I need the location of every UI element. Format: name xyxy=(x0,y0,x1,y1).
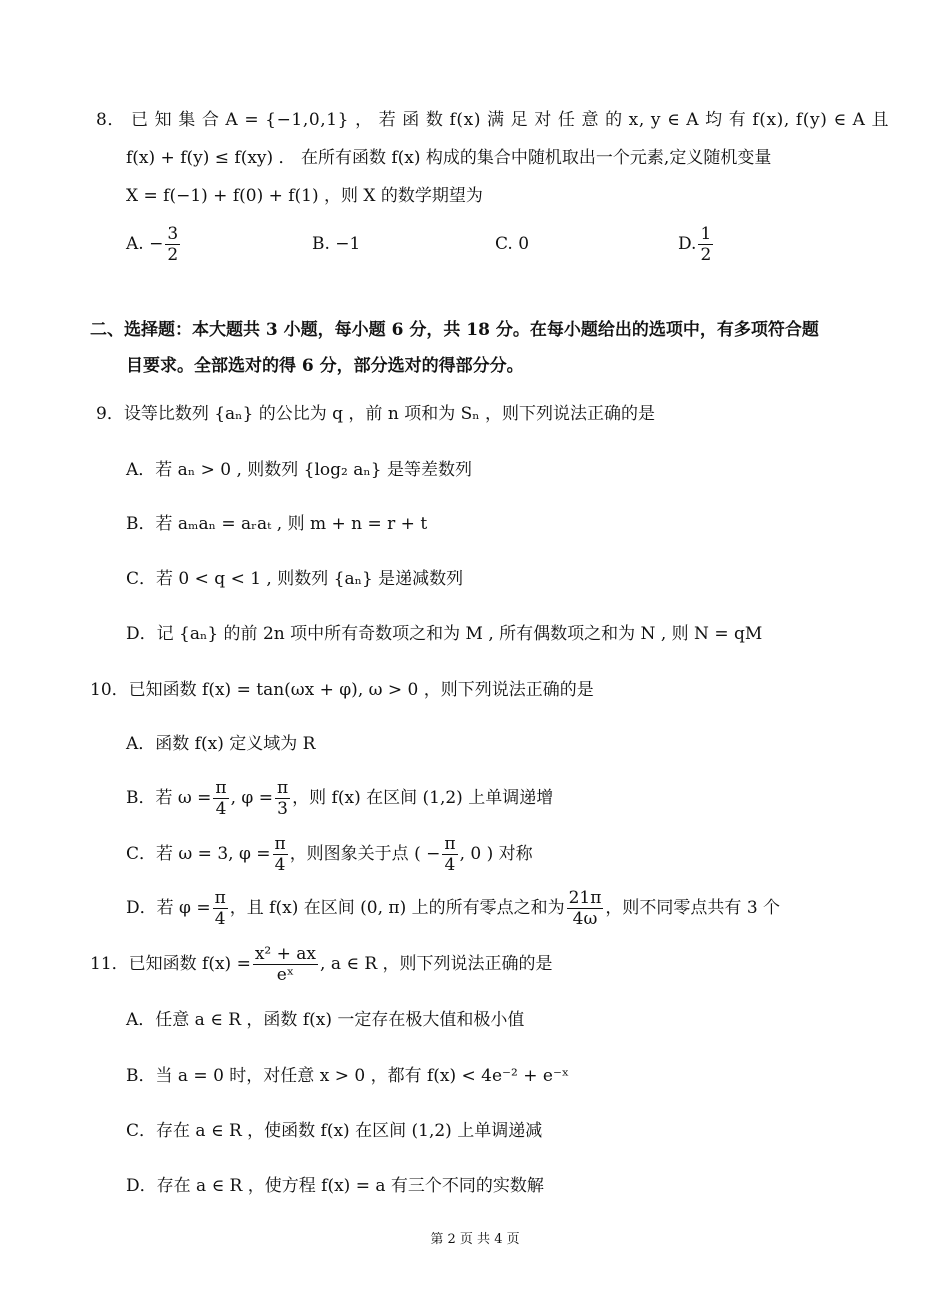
q10-c-pre: C．若 ω = 3, φ = xyxy=(126,844,271,864)
q10-b-post: ，则 f(x) 在区间 (1,2) 上单调递增 xyxy=(292,788,554,808)
q10-d-post: ，则不同零点共有 3 个 xyxy=(605,898,781,918)
q10-c-fraction-point xyxy=(442,834,457,875)
q10-option-c xyxy=(126,834,533,875)
q11-stem-fraction xyxy=(253,944,318,985)
q11-stem-pre: 11．已知函数 f(x) = xyxy=(90,954,251,974)
q8-option-d-prefix: D. xyxy=(678,234,697,254)
q8-option-a xyxy=(126,224,182,265)
q8-option-c: C. 0 xyxy=(495,234,530,254)
section2-heading-line2: 目要求。全部选对的得 6 分，部分选对的得部分分。 xyxy=(126,356,524,376)
q10-d-fraction-phi xyxy=(213,888,228,929)
fraction-denominator: 4 xyxy=(274,855,286,875)
fraction-denominator: 2 xyxy=(700,245,712,265)
q11-stem-post: , a ∈ R ，则下列说法正确的是 xyxy=(320,954,553,974)
fraction-numerator: x² + ax xyxy=(254,944,317,964)
q10-b-fraction-phi xyxy=(275,778,290,819)
q10-option-d xyxy=(126,888,780,929)
q10-stem: 10．已知函数 f(x) = tan(ωx + φ), ω > 0 ，则下列说法正确的是 xyxy=(90,680,594,700)
q9-stem: 9．设等比数列 {aₙ} 的公比为 q ，前 n 项和为 Sₙ ，则下列说法正确的是 xyxy=(96,404,655,424)
q10-c-post: , 0 ) 对称 xyxy=(459,844,533,864)
q8-option-a-prefix: A. − xyxy=(126,234,164,254)
section2-heading-line1: 二、选择题：本大题共 3 小题，每小题 6 分，共 18 分。在每小题给出的选项中，有多项符合题 xyxy=(90,320,819,340)
fraction-numerator: π xyxy=(274,834,286,854)
fraction-numerator: π xyxy=(276,778,289,798)
fraction-numerator: 21π xyxy=(568,888,602,908)
fraction-numerator: 3 xyxy=(167,224,179,244)
q9-option-d: D．记 {aₙ} 的前 2n 项中所有奇数项之和为 M , 所有偶数项之和为 N , 则 N = qM xyxy=(126,624,763,644)
q10-c-fraction-phi xyxy=(273,834,288,875)
q8-option-a-fraction xyxy=(165,224,180,265)
q10-d-mid: ，且 f(x) 在区间 (0, π) 上的所有零点之和为 xyxy=(229,898,565,918)
fraction-numerator: π xyxy=(214,888,226,908)
fraction-numerator: π xyxy=(444,834,456,854)
q9-option-b: B．若 aₘaₙ = aᵣaₜ , 则 m + n = r + t xyxy=(126,514,428,534)
fraction-denominator: 2 xyxy=(167,245,179,265)
fraction-numerator: π xyxy=(215,778,227,798)
q8-line1: 8． 已 知 集 合 A = {−1,0,1} ， 若 函 数 f(x) 满 足 对 任 意 的 x, y ∈ A 均 有 f(x), f(y) ∈ A 且 xyxy=(96,110,890,130)
fraction-denominator: 4 xyxy=(214,909,226,929)
fraction-denominator: 4 xyxy=(215,799,227,819)
fraction-numerator: 1 xyxy=(700,224,712,244)
q11-option-c: C．存在 a ∈ R ，使函数 f(x) 在区间 (1,2) 上单调递减 xyxy=(126,1121,543,1141)
q8-option-d-fraction xyxy=(698,224,713,265)
q10-option-b xyxy=(126,778,553,819)
q8-option-d xyxy=(678,224,715,265)
q11-option-d: D．存在 a ∈ R ，使方程 f(x) = a 有三个不同的实数解 xyxy=(126,1176,544,1196)
q10-b-mid: , φ = xyxy=(230,788,273,808)
q10-b-fraction-omega xyxy=(213,778,228,819)
q8-line2: f(x) + f(y) ≤ f(xy) ． 在所有函数 f(x) 构成的集合中随机取出一个元素,定义随机变量 xyxy=(126,148,772,168)
q8-line3: X = f(−1) + f(0) + f(1) ，则 X 的数学期望为 xyxy=(126,186,483,206)
q10-c-mid: ，则图象关于点 ( − xyxy=(289,844,441,864)
fraction-denominator: 4 xyxy=(444,855,456,875)
page-footer: 第 2 页 共 4 页 xyxy=(430,1232,520,1247)
q11-stem xyxy=(90,944,553,985)
fraction-denominator: 3 xyxy=(277,799,288,819)
q10-option-a: A．函数 f(x) 定义域为 R xyxy=(126,734,316,754)
q10-b-pre: B．若 ω = xyxy=(126,788,212,808)
fraction-denominator: eˣ xyxy=(276,965,295,985)
q10-d-fraction-sum xyxy=(567,888,604,929)
q11-option-a: A．任意 a ∈ R ，函数 f(x) 一定存在极大值和极小值 xyxy=(126,1010,525,1030)
q8-option-b: B. −1 xyxy=(312,234,361,254)
q9-option-c: C．若 0 < q < 1 , 则数列 {aₙ} 是递减数列 xyxy=(126,569,464,589)
q11-option-b: B．当 a = 0 时，对任意 x > 0 ，都有 f(x) < 4e⁻² + e⁻ˣ xyxy=(126,1066,570,1086)
q9-option-a: A．若 aₙ > 0 , 则数列 {log₂ aₙ} 是等差数列 xyxy=(126,460,472,480)
q10-d-pre: D．若 φ = xyxy=(126,898,211,918)
fraction-denominator: 4ω xyxy=(572,909,598,929)
